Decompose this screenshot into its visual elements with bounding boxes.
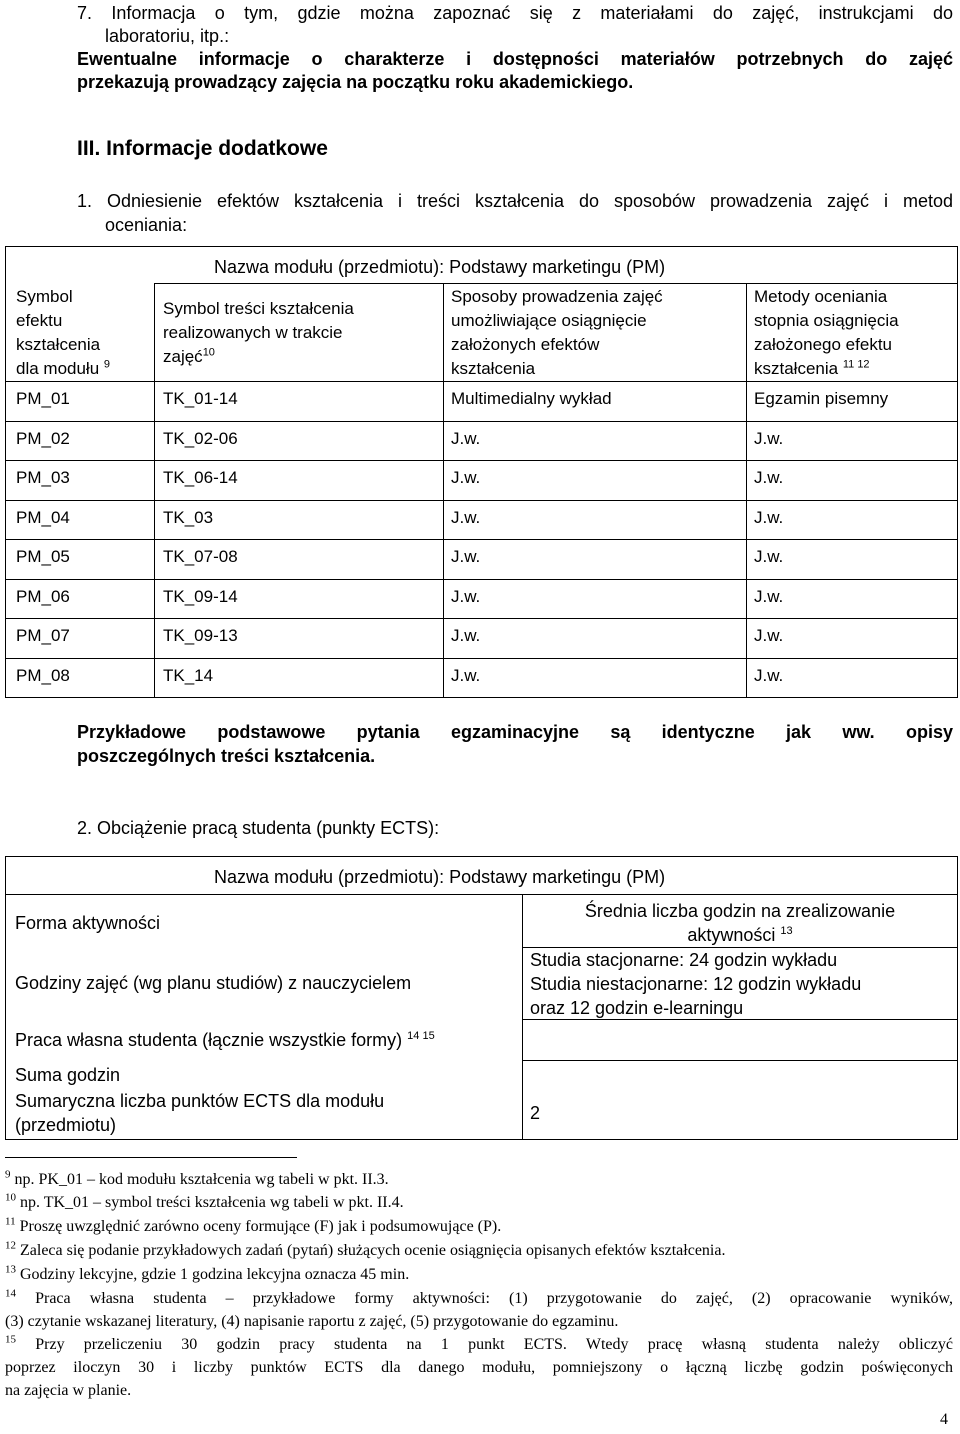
effects-table xyxy=(5,246,958,698)
footnote-10: $^{10}$ np. TK_01 – symbol treści kształcenia wg tabeli w pkt. II.4. xyxy=(5,1191,404,1211)
item7-bold-line2: przekazują prowadzący zajęcia na początku roku akademickiego. xyxy=(77,72,634,92)
activity-header: Forma aktywności xyxy=(15,913,161,933)
col-divider xyxy=(443,283,444,697)
avg-hours-header xyxy=(526,899,954,947)
table-cell: PM_03 xyxy=(16,468,70,487)
footnote-15-cont: na zajęcia w planie. xyxy=(5,1382,132,1399)
header-text: kształcenia xyxy=(451,359,536,378)
footnote-14-cont: (3) czytanie wskazanej literatury, (4) napisanie raportu z zajęć, (5) przygotowanie do egzaminu. xyxy=(5,1313,619,1330)
table-cell: J.w. xyxy=(451,547,481,566)
table-cell: PM_06 xyxy=(16,587,70,606)
table-cell: PM_02 xyxy=(16,429,70,448)
ects-table xyxy=(5,856,958,1140)
col-divider xyxy=(154,283,155,697)
table-cell: TK_01-14 xyxy=(163,389,238,408)
header-col4 xyxy=(754,285,899,381)
label-text: Sumaryczna liczba punktów ECTS dla modułu xyxy=(15,1091,385,1111)
table-cell: J.w. xyxy=(451,587,481,606)
value-text: oraz 12 godzin e-learningu xyxy=(530,998,744,1018)
section3-item1-line1: 1. Odniesienie efektów kształcenia i treści kształcenia do sposobów prowadzenia zajęć i metod xyxy=(77,191,953,211)
row-ects-total xyxy=(15,1089,384,1137)
col-divider xyxy=(746,283,747,697)
row-divider xyxy=(6,460,957,461)
table-cell: PM_08 xyxy=(16,666,70,685)
table-cell: TK_02-06 xyxy=(163,429,238,448)
row-divider xyxy=(6,539,957,540)
footnote-ref: 9 xyxy=(103,358,111,371)
table-cell: TK_14 xyxy=(163,666,214,685)
row-divider xyxy=(522,1060,957,1061)
header-text: założonych efektów xyxy=(451,335,600,354)
footnote-15-cont: poprzez iloczyn 30 i liczby punktów ECTS dla danego modułu, pomniejszony o łączną liczbę godzin poświęconych xyxy=(5,1359,953,1376)
header-col3 xyxy=(451,285,663,381)
section-title: III. Informacje dodatkowe xyxy=(77,137,328,160)
table-cell: PM_04 xyxy=(16,508,70,527)
footnote-separator xyxy=(5,1157,297,1158)
table-cell: J.w. xyxy=(754,587,784,606)
table-cell: J.w. xyxy=(451,508,481,527)
module-name-header xyxy=(214,865,665,889)
row-self-study: Praca własna studenta (łącznie wszystkie formy) $^{14 15}$ xyxy=(15,1030,435,1050)
header-text: stopnia osiągnięcia xyxy=(754,311,899,330)
row-divider xyxy=(6,421,957,422)
header-text: kształcenia $^{11 12}$ xyxy=(754,358,870,378)
table-cell: PM_01 xyxy=(16,389,70,408)
value-text: Studia niestacjonarne: 12 godzin wykładu xyxy=(530,974,862,994)
row-sum-hours: Suma godzin xyxy=(15,1065,121,1085)
row-divider xyxy=(6,618,957,619)
table-cell: J.w. xyxy=(754,429,784,448)
header-text: Sposoby prowadzenia zajęć xyxy=(451,287,663,306)
footnote-ref: 11 12 xyxy=(842,358,870,371)
row-divider xyxy=(6,894,957,895)
col-divider xyxy=(522,894,523,1140)
footnote-9: $^9$ np. PK_01 – kod modułu kształcenia wg tabeli w pkt. II.3. xyxy=(5,1168,389,1188)
table-cell: J.w. xyxy=(451,626,481,645)
label-text: (przedmiotu) xyxy=(15,1115,117,1135)
header-text: kształcenia xyxy=(16,335,101,354)
footnote-14: $^{14}$ Praca własna studenta – przykładowe formy aktywności: (1) przygotowanie do zajęć, (2) opracowanie wyników, xyxy=(5,1287,954,1307)
header-text: dla modułu $^9$ xyxy=(16,358,111,378)
footnote-11: $^{11}$ Proszę uwzględnić zarówno oceny formujące (F) jak i podsumowujące (P). xyxy=(5,1215,502,1235)
table-cell: TK_09-13 xyxy=(163,626,238,645)
table-cell: J.w. xyxy=(451,468,481,487)
ects-total-value: 2 xyxy=(530,1103,541,1123)
table-cell: J.w. xyxy=(754,626,784,645)
note-line1: Przykładowe podstawowe pytania egzaminacyjne są identyczne jak ww. opisy xyxy=(77,722,953,742)
item7-line1: 7. Informacja o tym, gdzie można zapoznać się z materiałami do zajęć, instrukcjami do xyxy=(77,3,953,23)
footnote-15: $^{15}$ Przy przeliczeniu 30 godzin pracy studenta na 1 punkt ECTS. Wtedy pracę własną studenta należy obliczyć xyxy=(5,1333,953,1353)
header-text: Metody oceniania xyxy=(754,287,888,306)
header-text: efektu xyxy=(16,311,63,330)
footnote-ref: 13 xyxy=(780,925,793,937)
header-text: Średnia liczba godzin na zrealizowanie xyxy=(584,901,896,921)
header-text: umożliwiające osiągnięcie xyxy=(451,311,647,330)
table-cell: TK_07-08 xyxy=(163,547,238,566)
table-cell: J.w. xyxy=(754,468,784,487)
module-prefix: Nazwa modułu (przedmiotu): xyxy=(214,257,450,277)
table-cell: PM_05 xyxy=(16,547,70,566)
table-cell: J.w. xyxy=(754,508,784,527)
row-divider xyxy=(6,658,957,659)
table-cell: J.w. xyxy=(451,429,481,448)
header-col2 xyxy=(163,297,354,369)
table-cell: PM_07 xyxy=(16,626,70,645)
value-text: Studia stacjonarne: 24 godzin wykładu xyxy=(530,950,838,970)
row-divider xyxy=(154,283,957,284)
item7-bold-line1: Ewentualne informacje o charakterze i dostępności materiałów potrzebnych do zajęć xyxy=(77,49,953,69)
row-divider xyxy=(6,381,957,382)
section3-item1-line2: oceniania: xyxy=(105,215,188,235)
module-name-header xyxy=(214,255,665,279)
header-text: aktywności $^{13}$ xyxy=(687,925,793,945)
header-text: zajęć$^{10}$ xyxy=(163,346,215,366)
module-name: Podstawy marketingu (PM) xyxy=(449,867,666,887)
footnote-13: $^{13}$ Godziny lekcyjne, gdzie 1 godzina lekcyjna oznacza 45 min. xyxy=(5,1263,410,1283)
module-name: Podstawy marketingu (PM) xyxy=(449,257,666,277)
header-text: Symbol treści kształcenia xyxy=(163,299,354,318)
section2-title: 2. Obciążenie pracą studenta (punkty ECTS): xyxy=(77,818,440,838)
footnote-12: $^{12}$ Zaleca się podanie przykładowych zadań (pytań) służących ocenie osiągnięcia opisanych efektów kształcenia. xyxy=(5,1239,726,1259)
contact-hours-value xyxy=(530,948,861,1020)
page-number: 4 xyxy=(940,1411,948,1428)
table-cell: Multimedialny wykład xyxy=(451,389,612,408)
footnote-ref: 10 xyxy=(202,346,215,359)
row-contact-hours: Godziny zajęć (wg planu studiów) z nauczycielem xyxy=(15,973,412,993)
module-prefix: Nazwa modułu (przedmiotu): xyxy=(214,867,450,887)
row-divider xyxy=(6,500,957,501)
table-cell: J.w. xyxy=(451,666,481,685)
table-cell: TK_03 xyxy=(163,508,214,527)
table-cell: TK_06-14 xyxy=(163,468,238,487)
table-cell: J.w. xyxy=(754,666,784,685)
header-text: Symbol xyxy=(16,287,73,306)
table-cell: J.w. xyxy=(754,547,784,566)
row-divider xyxy=(6,579,957,580)
table-cell: Egzamin pisemny xyxy=(754,389,889,408)
header-col1 xyxy=(16,285,110,381)
header-text: założonego efektu xyxy=(754,335,892,354)
header-text: realizowanych w trakcie xyxy=(163,323,343,342)
note-line2: poszczególnych treści kształcenia. xyxy=(77,746,376,766)
item7-line2: laboratoriu, itp.: xyxy=(105,26,230,46)
table-cell: TK_09-14 xyxy=(163,587,238,606)
footnote-ref: 14 15 xyxy=(407,1030,435,1042)
